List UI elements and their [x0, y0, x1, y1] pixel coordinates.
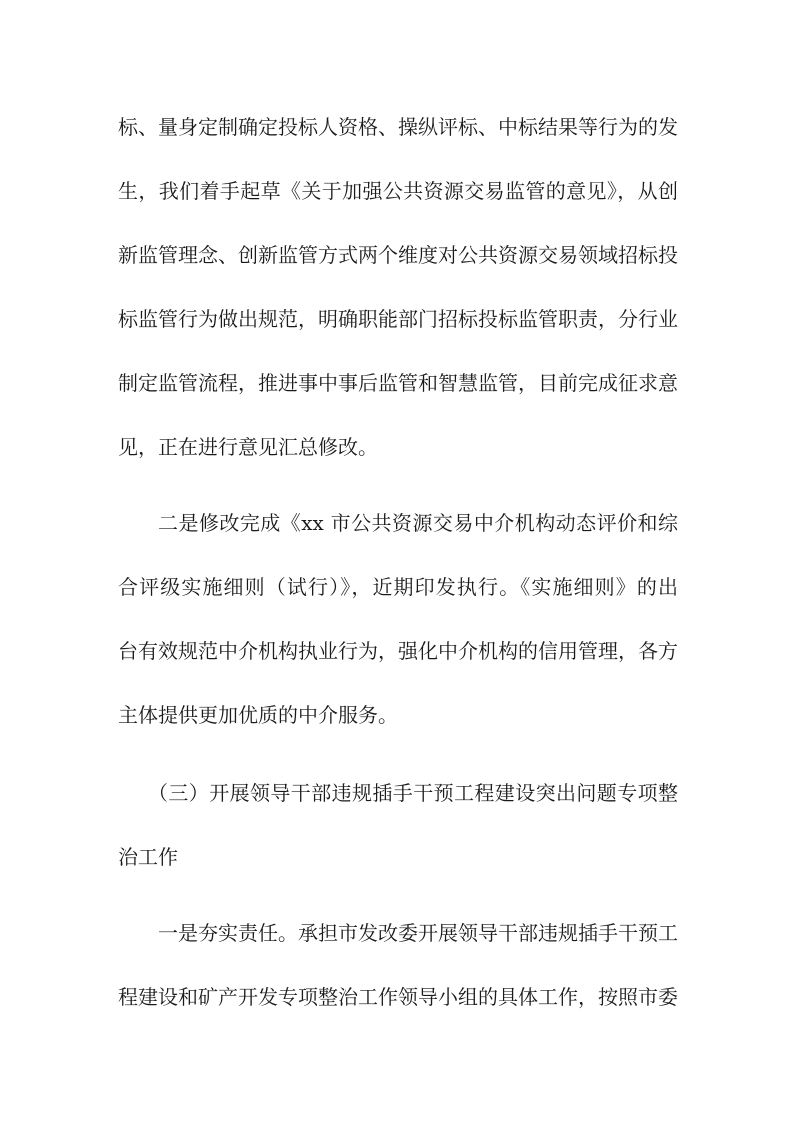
text-line: 标、量身定制确定投标人资格、操纵评标、中标结果等行为的发 [118, 115, 678, 139]
text-line: 主体提供更加优质的中介服务。 [118, 703, 398, 727]
text-line: 二是修改完成《xx 市公共资源交易中介机构动态评价和综 [158, 511, 678, 535]
text-line: 制定监管流程，推进事中事后监管和智慧监管，目前完成征求意 [118, 371, 678, 395]
text-line: 台有效规范中介机构执业行为，强化中介机构的信用管理，各方 [118, 639, 678, 663]
text-line: 程建设和矿产开发专项整治工作领导小组的具体工作，按照市委 [118, 985, 678, 1009]
text-line: 见，正在进行意见汇总修改。 [118, 435, 378, 459]
text-line: 生，我们着手起草《关于加强公共资源交易监管的意见》，从创 [118, 179, 678, 203]
text-line: 新监管理念、创新监管方式两个维度对公共资源交易领域招标投 [118, 243, 678, 267]
text-line: 合评级实施细则（试行）》，近期印发执行。《实施细则》的出 [118, 575, 678, 599]
text-line: 治工作 [118, 845, 178, 869]
text-line: 标监管行为做出规范，明确职能部门招标投标监管职责，分行业 [118, 307, 678, 331]
text-line: （三）开展领导干部违规插手干预工程建设突出问题专项整 [148, 781, 678, 805]
text-line: 一是夯实责任。承担市发改委开展领导干部违规插手干预工 [158, 921, 678, 945]
